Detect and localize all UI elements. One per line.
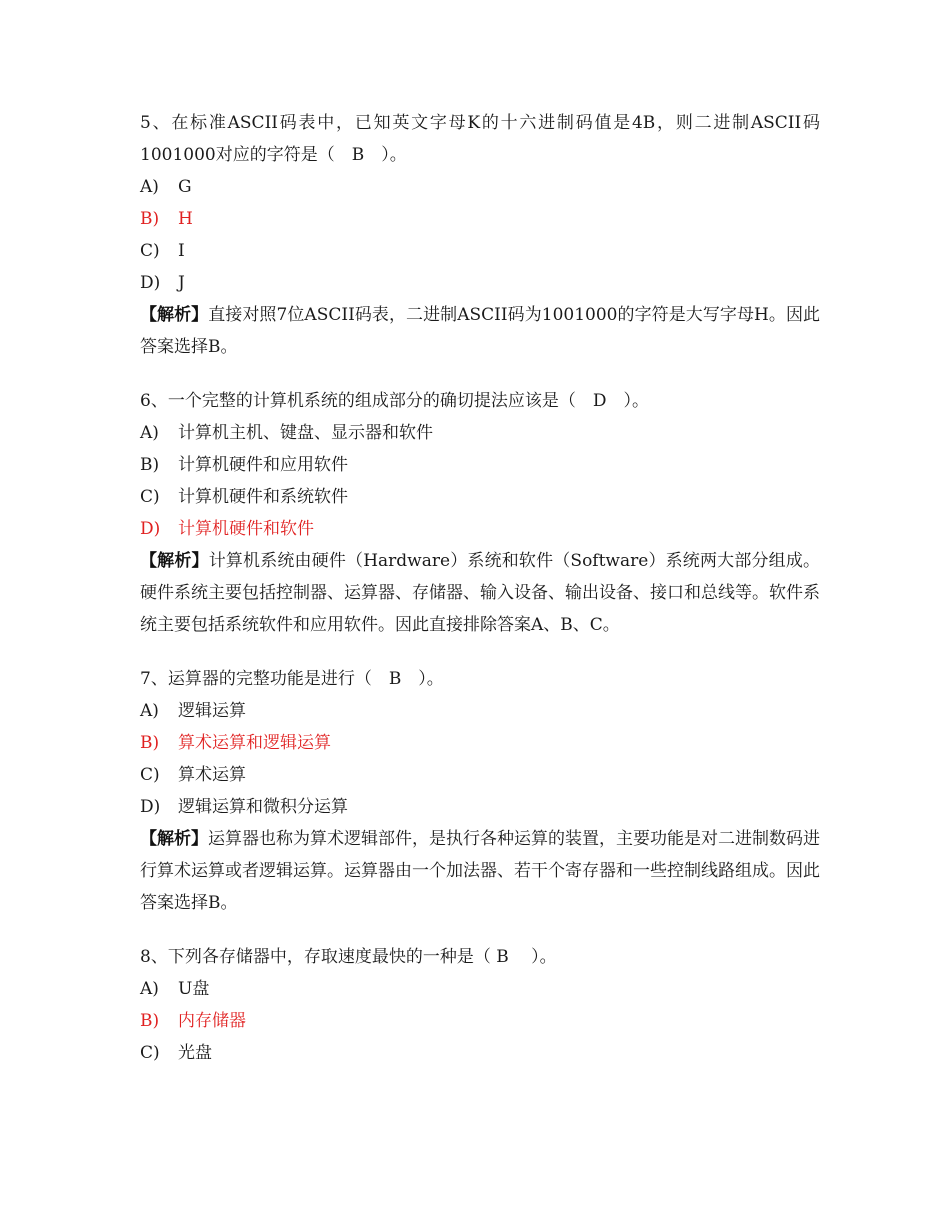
option-letter: B): [140, 455, 160, 475]
question-stem: 8、下列各存储器中，存取速度最快的一种是（ B ）。: [140, 947, 557, 967]
option-text: 算术运算: [178, 765, 246, 785]
option-text: 逻辑运算和微积分运算: [178, 797, 348, 817]
option-letter: D): [140, 519, 161, 539]
option-c: [140, 235, 820, 267]
option-text: G: [178, 177, 192, 197]
option-text: I: [178, 241, 185, 261]
question-stem: 7、运算器的完整功能是进行（ B ）。: [140, 669, 444, 689]
option-d-correct: [140, 513, 820, 545]
option-text: 逻辑运算: [178, 701, 246, 721]
option-letter: D): [140, 273, 161, 293]
option-d: [140, 791, 820, 823]
option-text: 算术运算和逻辑运算: [178, 733, 331, 753]
question-6: [140, 385, 820, 641]
question-stem: 6、一个完整的计算机系统的组成部分的确切提法应该是（ D ）。: [140, 391, 649, 411]
option-c: [140, 759, 820, 791]
option-letter: A): [140, 423, 159, 443]
option-a: [140, 973, 820, 1005]
option-b-correct: [140, 727, 820, 759]
question-stem: 5、在标准ASCII码表中，已知英文字母K的十六进制码值是4B，则二进制ASCII码1001000对应的字符是（ B ）。: [140, 113, 820, 165]
option-b-correct: [140, 203, 820, 235]
option-text: U盘: [178, 979, 210, 999]
option-text: H: [178, 209, 193, 229]
question-5: [140, 107, 820, 363]
option-text: 内存储器: [178, 1011, 246, 1031]
option-letter: A): [140, 701, 159, 721]
option-letter: B): [140, 1011, 160, 1031]
option-letter: C): [140, 241, 160, 261]
analysis-tag: 【解析】: [140, 551, 209, 571]
option-letter: B): [140, 209, 160, 229]
option-letter: C): [140, 487, 160, 507]
option-a: [140, 171, 820, 203]
option-b: [140, 449, 820, 481]
option-a: [140, 417, 820, 449]
option-d: [140, 267, 820, 299]
option-b-correct: [140, 1005, 820, 1037]
analysis-text: 直接对照7位ASCII码表，二进制ASCII码为1001000的字符是大写字母H。因此答案选择B。: [140, 305, 821, 357]
option-a: [140, 695, 820, 727]
option-text: 计算机硬件和软件: [178, 519, 314, 539]
option-text: J: [178, 273, 185, 293]
analysis: [140, 823, 820, 919]
option-letter: A): [140, 177, 159, 197]
option-letter: C): [140, 1043, 160, 1063]
analysis: [140, 545, 820, 641]
analysis: [140, 299, 820, 363]
analysis-tag: 【解析】: [140, 305, 209, 325]
option-text: 光盘: [178, 1043, 212, 1063]
option-letter: A): [140, 979, 159, 999]
question-8: [140, 941, 820, 1069]
option-c: [140, 1037, 820, 1069]
option-letter: B): [140, 733, 160, 753]
option-c: [140, 481, 820, 513]
question-list: [140, 107, 820, 1069]
option-text: 计算机硬件和系统软件: [178, 487, 348, 507]
question-7: [140, 663, 820, 919]
option-letter: D): [140, 797, 161, 817]
option-text: 计算机硬件和应用软件: [178, 455, 348, 475]
analysis-tag: 【解析】: [140, 829, 208, 849]
option-text: 计算机主机、键盘、显示器和软件: [178, 423, 433, 443]
analysis-text: 运算器也称为算术逻辑部件，是执行各种运算的装置，主要功能是对二进制数码进行算术运算或者逻辑运算。运算器由一个加法器、若干个寄存器和一些控制线路组成。因此答案选择B。: [140, 829, 820, 913]
analysis-text: 计算机系统由硬件（Hardware）系统和软件（Software）系统两大部分组成。硬件系统主要包括控制器、运算器、存储器、输入设备、输出设备、接口和总线等。软件系统主要包括系统软件和应用软件。因此直接排除答案A、B、C。: [140, 551, 820, 635]
option-letter: C): [140, 765, 160, 785]
